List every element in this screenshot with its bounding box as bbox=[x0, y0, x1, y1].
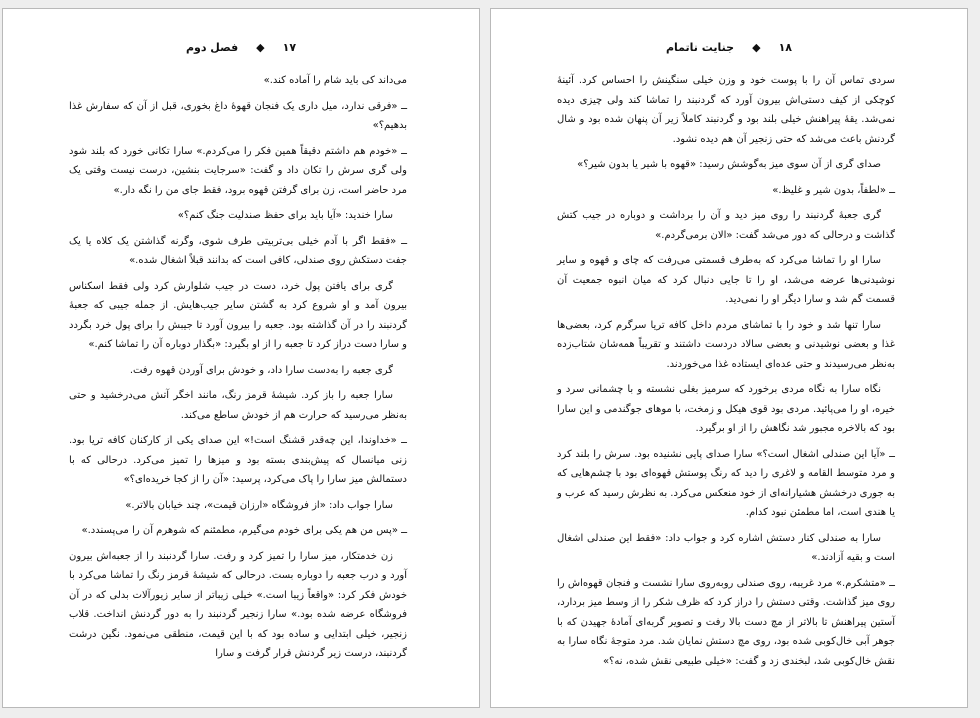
paragraph: می‌داند کی باید شام را آماده کند.» bbox=[263, 75, 407, 86]
left-book-page bbox=[2, 8, 480, 708]
paragraph: ــ «فرقی ندارد، میل داری یک فنجان قهوهٔ داغ بخوری، قبل از آن که سفارش غذا بدهیم؟» bbox=[69, 100, 407, 131]
page-number: ۱۷ bbox=[282, 40, 297, 54]
paragraph: ــ «آیا این صندلی اشغال است؟» سارا صدای پایی نشنیده بود. سرش را بلند کرد و مرد متوسط القامه و لاغری را دید که رنگ پوستش قهوه‌ای بود با چشم‌هایی که به جوری درخشش هشیارانه‌ای از خود منعکس می‌کرد. به نظرش رسید که عرب و یا هندی است، اما مطمئن نبود کدام. bbox=[557, 448, 895, 518]
paragraph: سارا تنها شد و خود را با تماشای مردم داخل کافه تریا سرگرم کرد، بعضی‌ها غذا و بعضی نوشیدنی و بعضی سالاد دردست داشتند و تقریباً همه‌شان شتاب‌زده به‌نظر می‌رسیدند و حتی عده‌ای ایستاده غذا می‌خوردند. bbox=[557, 319, 895, 370]
paragraph: سارا به صندلی کنار دستش اشاره کرد و جواب داد: «فقط این صندلی اشغال است و بقیه آزادند.» bbox=[557, 532, 895, 563]
paragraph: گری برای یافتن پول خرد، دست در جیب شلوارش کرد ولی فقط اسکناس بیرون آمد و او شروع کرد به گشتن سایر جیب‌هایش. از جمله جیبی که جعبهٔ گردنبند را در آن گذاشته بود. جعبه را بیرون آورد تا جیبش را برای پول خرد بگردد و سارا دست دراز کرد تا جعبه را از او بگیرد: «بگذار دوباره آن را تماشا کنم.» bbox=[69, 280, 407, 350]
paragraph: صدای گری از آن سوی میز به‌گوشش رسید: «قهوه با شیر یا بدون شیر؟» bbox=[577, 159, 881, 170]
paragraph: زن خدمتکار، میز سارا را تمیز کرد و رفت. سارا گردنبند را از جعبه‌اش بیرون آورد و درب جعبه را دوباره بست. درحالی که شیشهٔ قرمز رنگ را تماشا می‌کرد با خودش فکر کرد: «واقعاً زیبا است.» خیلی زیباتر از سایر زیورآلات بدلی که در آن فروشگاه عرضه شده بود.» سارا زنجیر گردنبند را به دور گردنش انداخت. قلاب زنجیر، خیلی ابتدایی و ساده بود که با این قیمت، منطقی می‌نمود. نگین درشت گردنبند، درست زیر گردنش قرار گرفت و سارا bbox=[69, 550, 407, 659]
page-text bbox=[557, 71, 895, 677]
paragraph: سارا خندید: «آیا باید برای حفظ صندلیت جنگ کنم؟» bbox=[177, 210, 393, 221]
diamond-separator-icon: ◆ bbox=[752, 40, 761, 54]
page-header bbox=[491, 37, 967, 57]
page-number: ۱۸ bbox=[778, 40, 793, 54]
right-book-page bbox=[490, 8, 968, 708]
paragraph: ــ «خودم هم داشتم دقیقاً همین فکر را می‌کردم.» سارا تکانی خورد که بلند شود ولی گری سرش را تکان داد و گفت: «سرجایت بنشین، درست نیست وقتی یک مرد حاضر است، زن برای گرفتن قهوه برود، فقط جای من را نگه دار.» bbox=[69, 145, 407, 196]
paragraph: ــ «متشکرم.» مرد غریبه، روی صندلی روبه‌روی سارا نشست و فنجان قهوه‌اش را روی میز گذاشت. وقتی دستش را دراز کرد که ظرف شکر را از وسط میز بردارد، آستین پیراهنش تا بالاتر از مچ دست بالا رفت و تصویر گربه‌ای آمادهٔ جهیدن که با جوهر آبی خال‌کوبی شده بود، روی مچ دستش نمایان شد. مرد متوجهٔ نگاه سارا به نقش خال‌کوبی شد، لبخندی زد و گفت: «خیلی طبیعی نقش شده، نه؟» bbox=[557, 577, 895, 667]
paragraph: سردی تماس آن را با پوست خود و وزن خیلی سنگینش را احساس کرد. آئینهٔ کوچکی از کیف دستی‌اش بیرون آورد که گردنبند را تماشا کند ولی چیزی دیده نمی‌شد. یقهٔ پیراهنش خیلی بلند بود و گردنبند کاملاً زیر آن پنهان شده بود و شال گردنش باعث می‌شد که حتی زنجیر آن هم دیده نشود. bbox=[557, 75, 895, 145]
page-header bbox=[3, 37, 479, 57]
paragraph: ــ «لطفاً، بدون شیر و غلیظ.» bbox=[772, 184, 895, 196]
paragraph: نگاه سارا به نگاه مردی برخورد که سرمیز بغلی نشسته و با چشمانی سرد و خیره، او را می‌پائید. مردی بود قوی هیکل و زمخت، با موهای جوگندمی و این سارا بود که بالاخره مجبور شد نگاهش را از او برگیرد. bbox=[557, 384, 895, 434]
paragraph: ــ «پس من هم یکی برای خودم می‌گیرم، مطمئنم که شوهرم آن را می‌پسندد.» bbox=[81, 525, 407, 536]
paragraph: ــ «خداوندا، این چه‌قدر قشنگ است!» این صدای یکی از کارکنان کافه تریا بود. زنی میانسال که پیش‌بندی بسته بود و میزها را تمیز می‌کرد. درحالی که با دستمالش میز سارا را پاک می‌کرد، پرسید: «آن را از کجا خریده‌ای؟» bbox=[69, 435, 407, 485]
running-head: فصل دوم bbox=[185, 40, 239, 54]
paragraph: گری جعبه را به‌دست سارا داد، و خودش برای آوردن قهوه رفت. bbox=[129, 364, 393, 376]
paragraph: ــ «فقط اگر با آدم خیلی بی‌تربیتی طرف شوی، وگرنه گذاشتن یک کلاه یا یک جفت دستکش روی صندلی، کافی است که بدانند قبلاً اشغال شده.» bbox=[69, 235, 407, 266]
paragraph: سارا او را تماشا می‌کرد که به‌طرف قسمتی می‌رفت که چای و قهوه و سایر نوشیدنی‌ها عرضه می‌شد، او را تا جایی دنبال کرد که میان انبوه جمعیت آن قسمت گم شد و سارا دیگر او را نمی‌دید. bbox=[557, 255, 895, 305]
diamond-separator-icon: ◆ bbox=[256, 40, 265, 54]
running-head: جنایت ناتمام bbox=[665, 40, 735, 54]
paragraph: گری جعبهٔ گردنبند را روی میز دید و آن را برداشت و دوباره در جیب کتش گذاشت و درحالی که دور می‌شد گفت: «الان برمی‌گردم.» bbox=[557, 210, 895, 241]
paragraph: سارا جعبه را باز کرد. شیشهٔ قرمز رنگ، مانند اخگر آتش می‌درخشید و حتی به‌نظر می‌رسید که حرارت هم از خودش ساطع می‌کند. bbox=[69, 390, 407, 421]
page-text bbox=[69, 71, 407, 670]
paragraph: سارا جواب داد: «از فروشگاه «ارزان قیمت»، چند خیابان بالاتر.» bbox=[125, 499, 393, 511]
